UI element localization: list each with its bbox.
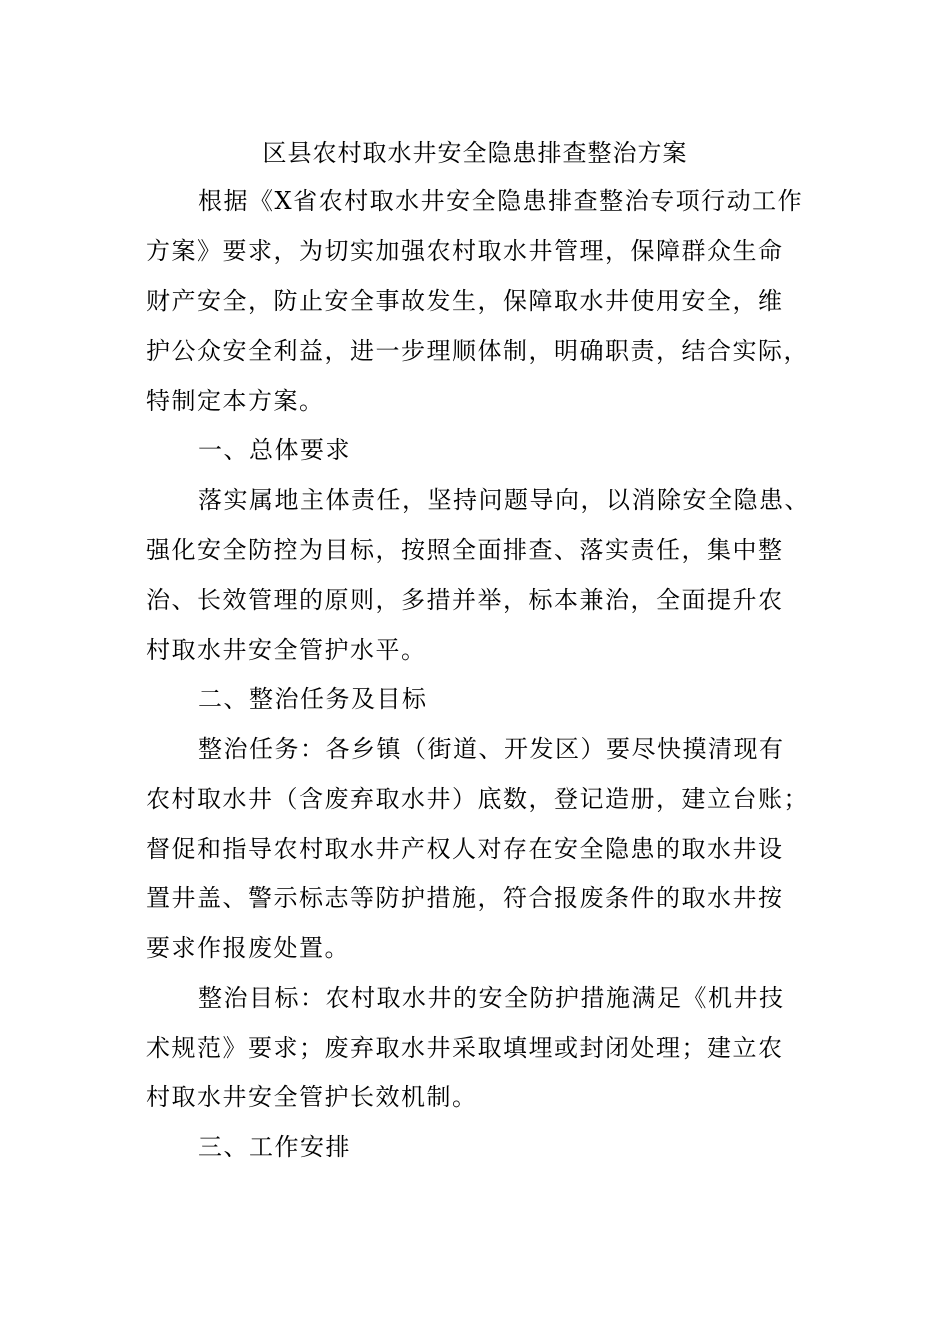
document-title: 区县农村取水井安全隐患排查整治方案 <box>262 139 688 167</box>
paragraph-line: 农村取水井（含废弃取水井）底数，登记造册，建立台账； <box>146 785 809 813</box>
paragraph-line: 置井盖、警示标志等防护措施，符合报废条件的取水井按 <box>146 884 784 912</box>
paragraph-line: 村取水井安全管护长效机制。 <box>146 1083 478 1111</box>
paragraph-line: 要求作报废处置。 <box>146 934 350 962</box>
paragraph-line: 整治目标：农村取水井的安全防护措施满足《机井技 <box>198 984 785 1012</box>
paragraph-line: 整治任务：各乡镇（街道、开发区）要尽快摸清现有 <box>198 735 785 763</box>
section-heading: 二、整治任务及目标 <box>198 685 428 713</box>
paragraph-line: 护公众安全利益，进一步理顺体制，明确职责，结合实际， <box>146 337 809 365</box>
section-heading: 一、总体要求 <box>198 436 351 464</box>
section-heading: 三、工作安排 <box>198 1133 351 1161</box>
paragraph-line: 强化安全防控为目标，按照全面排查、落实责任，集中整 <box>146 536 784 564</box>
paragraph-line: 特制定本方案。 <box>146 387 325 415</box>
paragraph-line: 方案》要求，为切实加强农村取水井管理，保障群众生命 <box>146 237 784 265</box>
paragraph-line: 督促和指导农村取水井产权人对存在安全隐患的取水井设 <box>146 835 784 863</box>
paragraph-line: 术规范》要求；废弃取水井采取填埋或封闭处理；建立农 <box>146 1034 784 1062</box>
paragraph-line: 村取水井安全管护水平。 <box>146 636 427 664</box>
paragraph-line: 财产安全，防止安全事故发生，保障取水井使用安全，维 <box>146 287 784 315</box>
paragraph-line: 治、长效管理的原则，多措并举，标本兼治，全面提升农 <box>146 586 784 614</box>
paragraph-line: 根据《X省农村取水井安全隐患排查整治专项行动工作 <box>198 187 804 215</box>
paragraph-line: 落实属地主体责任，坚持问题导向，以消除安全隐患、 <box>198 486 810 514</box>
